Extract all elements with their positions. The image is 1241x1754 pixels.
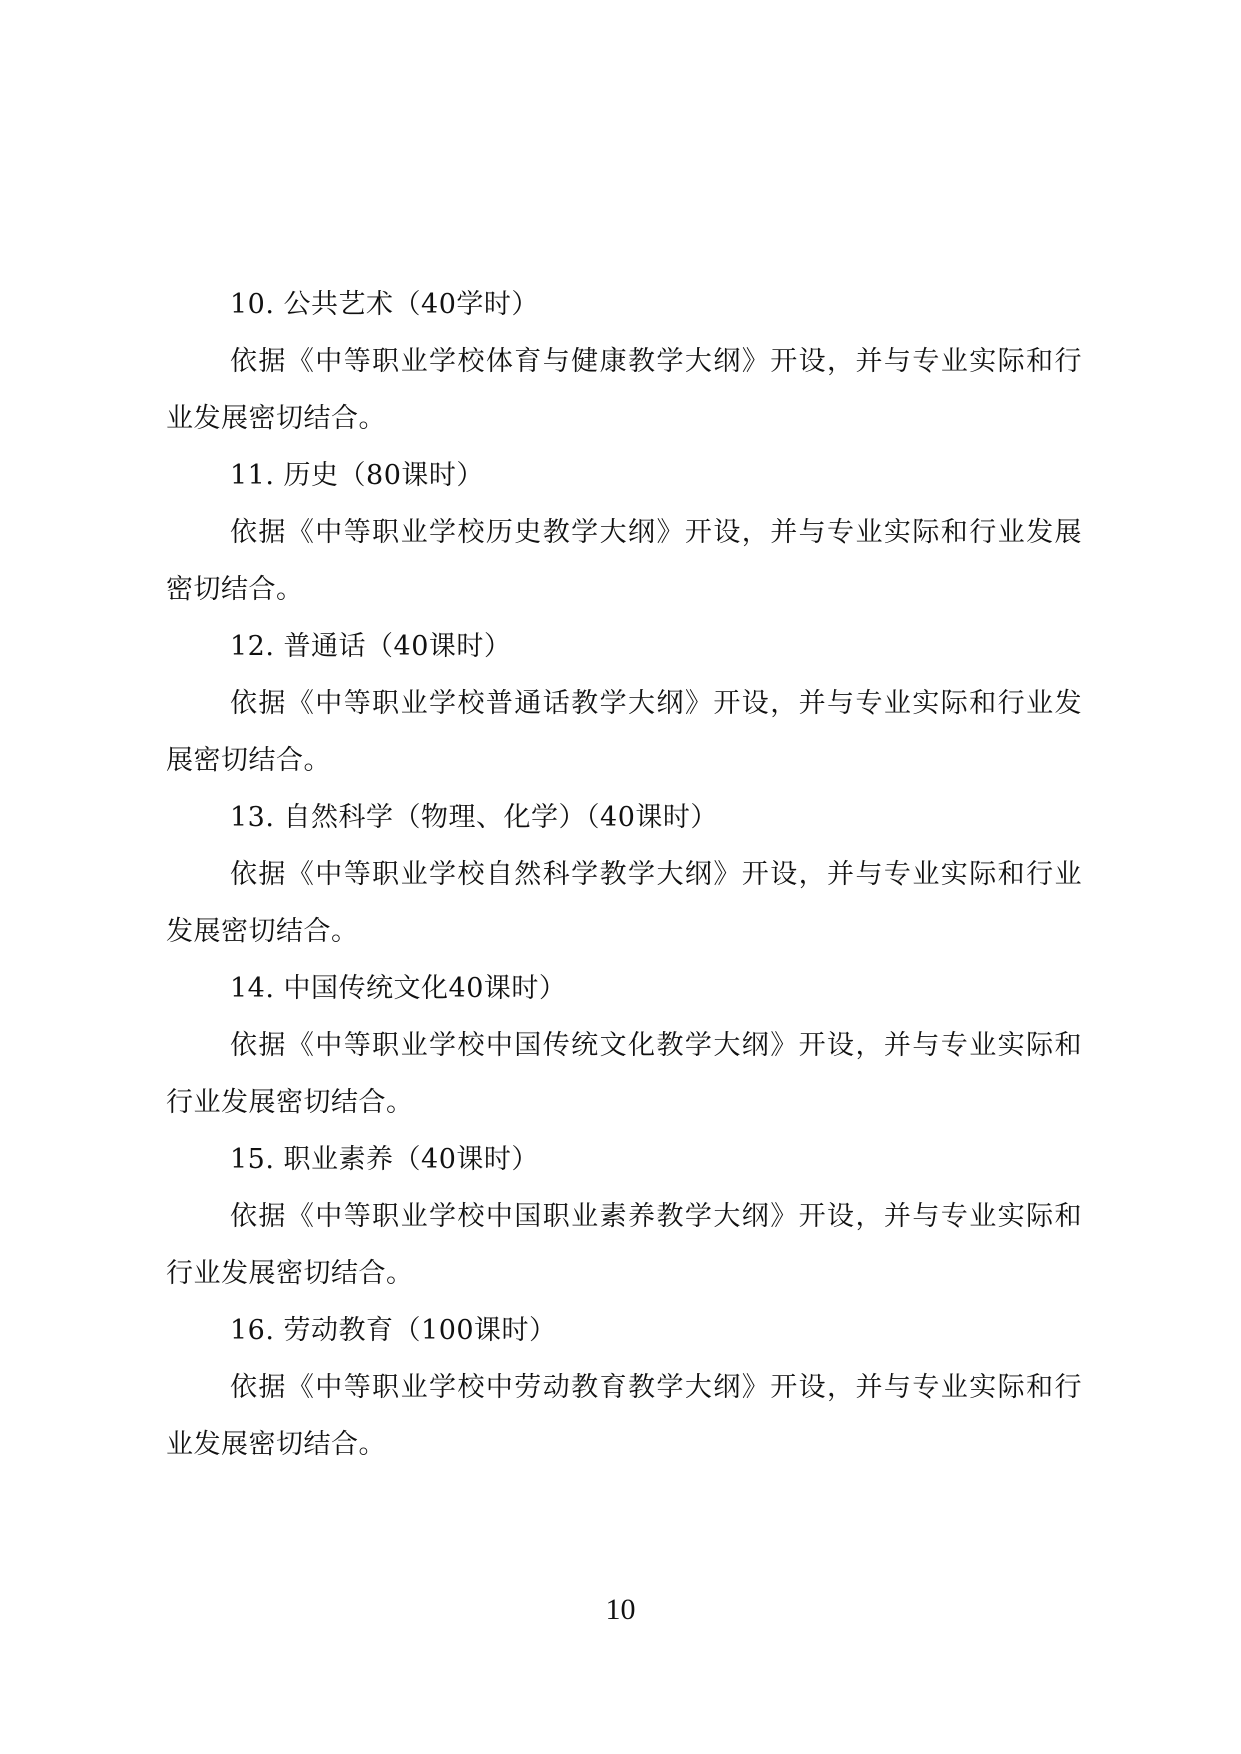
section-heading: 12. 普通话（40课时） [230, 631, 512, 662]
section-heading: 14. 中国传统文化40课时） [230, 973, 567, 1004]
section-body: 依据《中等职业学校普通话教学大纲》开设，并与专业实际和行业发展密切结合。 [166, 688, 1082, 776]
section-body: 依据《中等职业学校历史教学大纲》开设，并与专业实际和行业发展密切结合。 [166, 517, 1082, 605]
section-heading: 16. 劳动教育（100课时） [230, 1315, 557, 1346]
page-number: 10 [605, 1593, 636, 1626]
section-12 [166, 618, 1082, 789]
section-15 [166, 1131, 1082, 1302]
section-body: 依据《中等职业学校中劳动教育教学大纲》开设，并与专业实际和行业发展密切结合。 [166, 1372, 1082, 1460]
section-body: 依据《中等职业学校中国传统文化教学大纲》开设，并与专业实际和行业发展密切结合。 [166, 1030, 1082, 1118]
section-heading: 10. 公共艺术（40学时） [230, 289, 539, 320]
section-heading: 15. 职业素养（40课时） [230, 1144, 539, 1175]
section-body: 依据《中等职业学校自然科学教学大纲》开设，并与专业实际和行业发展密切结合。 [166, 859, 1082, 947]
section-11 [166, 447, 1082, 618]
section-heading: 13. 自然科学（物理、化学）（40课时） [230, 802, 718, 833]
section-16 [166, 1302, 1082, 1473]
section-14 [166, 960, 1082, 1131]
section-body: 依据《中等职业学校体育与健康教学大纲》开设，并与专业实际和行业发展密切结合。 [166, 346, 1082, 434]
section-10 [166, 276, 1082, 447]
section-body: 依据《中等职业学校中国职业素养教学大纲》开设，并与专业实际和行业发展密切结合。 [166, 1201, 1082, 1289]
section-heading: 11. 历史（80课时） [230, 460, 484, 491]
page-content [166, 276, 1082, 1473]
section-13 [166, 789, 1082, 960]
